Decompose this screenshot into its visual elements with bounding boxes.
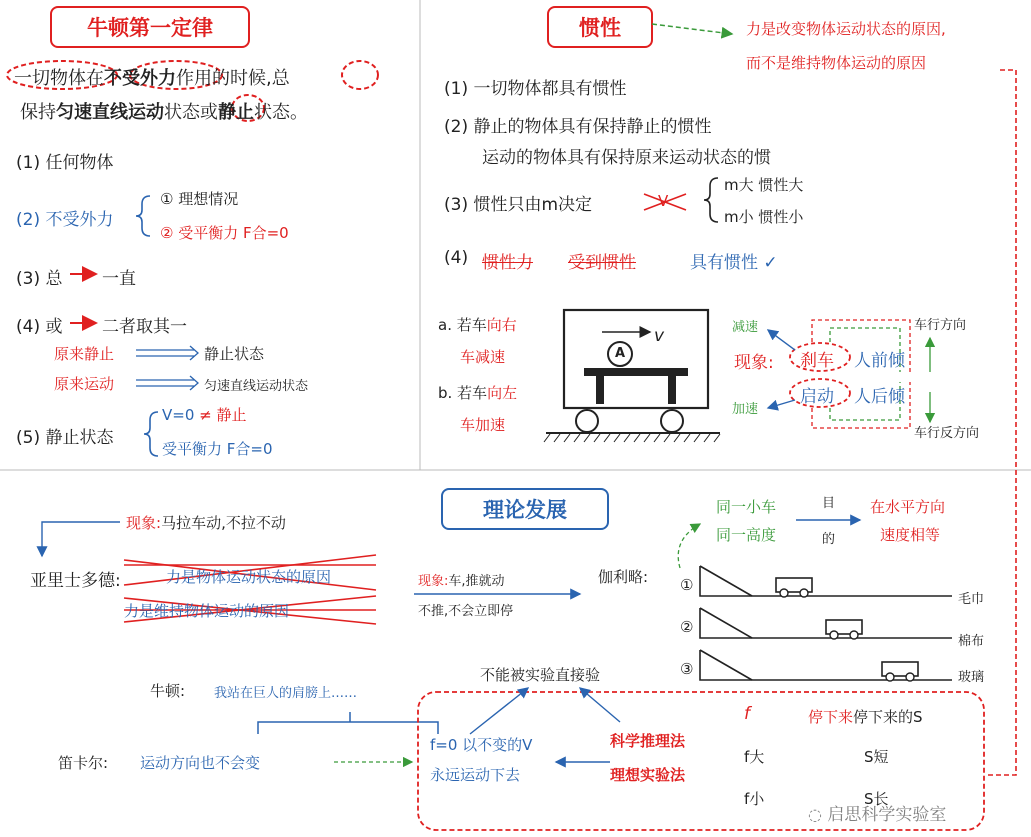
distance-long: S长 xyxy=(864,790,889,808)
f0-line-1: f=0 以不变的V xyxy=(430,736,533,754)
point-5-v0: V=0 xyxy=(162,406,195,424)
inertia-point-4-a: 惯性力 xyxy=(482,253,533,273)
inertia-point-4: (4) xyxy=(444,248,469,268)
cannot-verify: 不能被实验直接验 xyxy=(480,666,601,684)
inertia-point-1: (1) 一切物体都具有惯性 xyxy=(444,79,627,99)
car-direction-backward: 车行反方向 xyxy=(914,426,980,441)
method-scientific-reasoning: 科学推理法 xyxy=(610,732,686,750)
brake-label: 刹车 xyxy=(800,351,834,371)
car-a-prefix: a. 若车 xyxy=(438,316,487,334)
lean-back-label: 人后倾 xyxy=(854,387,905,407)
inertia-point-3: (3) 惯性只由m决定 xyxy=(444,195,593,215)
watermark xyxy=(808,800,946,825)
law-rest: 静止 xyxy=(218,102,254,123)
f0-line-2: 永远运动下去 xyxy=(430,766,521,784)
car-b-line-1 xyxy=(438,382,517,403)
inertia-point-3-r2: m小 惯性小 xyxy=(724,208,804,226)
watermark-text: 启思科学实验室 xyxy=(827,805,947,825)
law-uniform-motion: 匀速直线运动 xyxy=(56,102,164,123)
inertia-point-4-c: 具有惯性 ✓ xyxy=(690,253,778,273)
point-5-sub-2: 受平衡力 F合=0 xyxy=(162,440,273,458)
start-label: 启动 xyxy=(800,387,834,407)
law-no-external-force: 不受外力 xyxy=(104,68,176,89)
law-or: 或 xyxy=(200,102,218,123)
descartes-text: 运动方向也不会变 xyxy=(140,754,261,772)
law-keep: 保持 xyxy=(20,102,56,123)
point-3-b: 一直 xyxy=(102,269,136,289)
ramp-3-label: ③ xyxy=(680,660,694,678)
law-line-2 xyxy=(20,98,308,124)
law-zai: 在 xyxy=(86,68,104,89)
stop-a: 停下来 xyxy=(808,708,854,726)
phenomenon-1 xyxy=(126,512,286,533)
same-height: 同一高度 xyxy=(716,526,777,544)
stop-b: 停下来的S xyxy=(853,708,923,726)
point-4-row-2-b: 匀速直线运动状态 xyxy=(204,379,309,394)
purpose-2: 的 xyxy=(822,532,836,547)
title-newton-first-law: 牛顿第一定律 xyxy=(50,6,250,48)
surface-glass: 玻璃 xyxy=(958,670,985,685)
phenomenon-2-label: 现象: xyxy=(418,574,449,589)
phenomenon-2 xyxy=(418,570,505,589)
purpose-1: 目 xyxy=(822,496,836,511)
title-theory-development: 理论发展 xyxy=(441,488,609,530)
surface-towel: 毛巾 xyxy=(958,592,985,607)
point-4-row-1-a: 原来静止 xyxy=(54,345,115,363)
same-car: 同一小车 xyxy=(716,498,777,516)
law-line-1 xyxy=(14,64,290,90)
ramp-2-label: ② xyxy=(680,618,694,636)
friction-symbol: f xyxy=(744,704,750,724)
inertia-point-2a: (2) 静止的物体具有保持静止的惯性 xyxy=(444,117,712,137)
inertia-point-4-b: 受到惯性 xyxy=(568,253,636,273)
phenomenon-1-label: 现象: xyxy=(126,514,162,532)
law-state-2: 状态。 xyxy=(254,102,308,123)
method-ideal-experiment: 理想实验法 xyxy=(610,766,686,784)
law-when-acted: 作用的时候, xyxy=(176,68,272,89)
descartes-label: 笛卡尔: xyxy=(58,754,109,772)
point-2-sub-1: ① 理想情况 xyxy=(160,190,239,208)
stop-text xyxy=(808,706,923,727)
aristotle-label: 亚里士多德: xyxy=(30,571,121,591)
phenomenon-2-line-2: 不推,不会立即停 xyxy=(418,604,514,619)
car-a-right: 向右 xyxy=(486,316,517,334)
car-direction-forward: 车行方向 xyxy=(914,318,967,333)
law-state-1: 状态 xyxy=(164,102,200,123)
distance-short: S短 xyxy=(864,748,889,766)
point-2-sub-2: ② 受平衡力 F合=0 xyxy=(160,224,289,242)
car-v-label: v xyxy=(654,326,665,346)
title-inertia: 惯性 xyxy=(547,6,653,48)
car-a-line-1 xyxy=(438,314,517,335)
point-3-a: (3) 总 xyxy=(16,269,63,289)
newton-quote: 我站在巨人的肩膀上…… xyxy=(214,686,358,701)
law-all-objects: 一切物体 xyxy=(14,68,86,89)
point-4-b: 二者取其一 xyxy=(102,317,187,337)
point-4-row-2-a: 原来运动 xyxy=(54,375,115,393)
phenomenon-2-text: 车,推就动 xyxy=(448,574,505,589)
inertia-point-2b: 运动的物体具有保持原来运动状态的惯 xyxy=(482,148,771,168)
car-ammeter-label: A xyxy=(615,346,626,361)
wechat-icon: ◌ xyxy=(808,805,822,824)
aristotle-view-2: 力是维持物体运动的原因 xyxy=(124,602,290,620)
inertia-point-3-r1: m大 惯性大 xyxy=(724,176,804,194)
point-2: (2) 不受外力 xyxy=(16,210,114,230)
car-b-prefix: b. 若车 xyxy=(438,384,488,402)
galileo-label: 伽利略: xyxy=(598,568,649,586)
car-a-line-2: 车减速 xyxy=(460,348,506,366)
phenomenon-1-text: 马拉车动,不拉不动 xyxy=(161,514,286,532)
decel-label: 减速 xyxy=(732,320,759,335)
point-5-not-rest: ≠ 静止 xyxy=(199,406,247,424)
point-5: (5) 静止状态 xyxy=(16,428,114,448)
goal-2: 速度相等 xyxy=(880,526,941,544)
goal-1: 在水平方向 xyxy=(870,498,946,516)
friction-big: f大 xyxy=(744,748,765,766)
point-4-row-1-b: 静止状态 xyxy=(204,345,265,363)
phenomenon-label: 现象: xyxy=(734,353,774,373)
inertia-note-line-1: 力是改变物体运动状态的原因, xyxy=(746,20,946,38)
ramp-1-label: ① xyxy=(680,576,694,594)
lean-forward-label: 人前倾 xyxy=(854,351,905,371)
point-4-a: (4) 或 xyxy=(16,317,63,337)
inertia-note-line-2: 而不是维持物体运动的原因 xyxy=(746,54,927,72)
inertia-point-3-v-crossed: V xyxy=(658,192,669,210)
accel-label: 加速 xyxy=(732,402,759,417)
point-1: (1) 任何物体 xyxy=(16,153,114,173)
car-b-left: 向左 xyxy=(487,384,518,402)
aristotle-view-1: 力是物体运动状态的原因 xyxy=(166,568,332,586)
newton-label: 牛顿: xyxy=(150,682,186,700)
car-b-line-2: 车加速 xyxy=(460,416,506,434)
law-always: 总 xyxy=(271,68,290,89)
point-5-sub-1 xyxy=(162,404,247,425)
surface-cotton: 棉布 xyxy=(958,634,985,649)
friction-small: f小 xyxy=(744,790,765,808)
